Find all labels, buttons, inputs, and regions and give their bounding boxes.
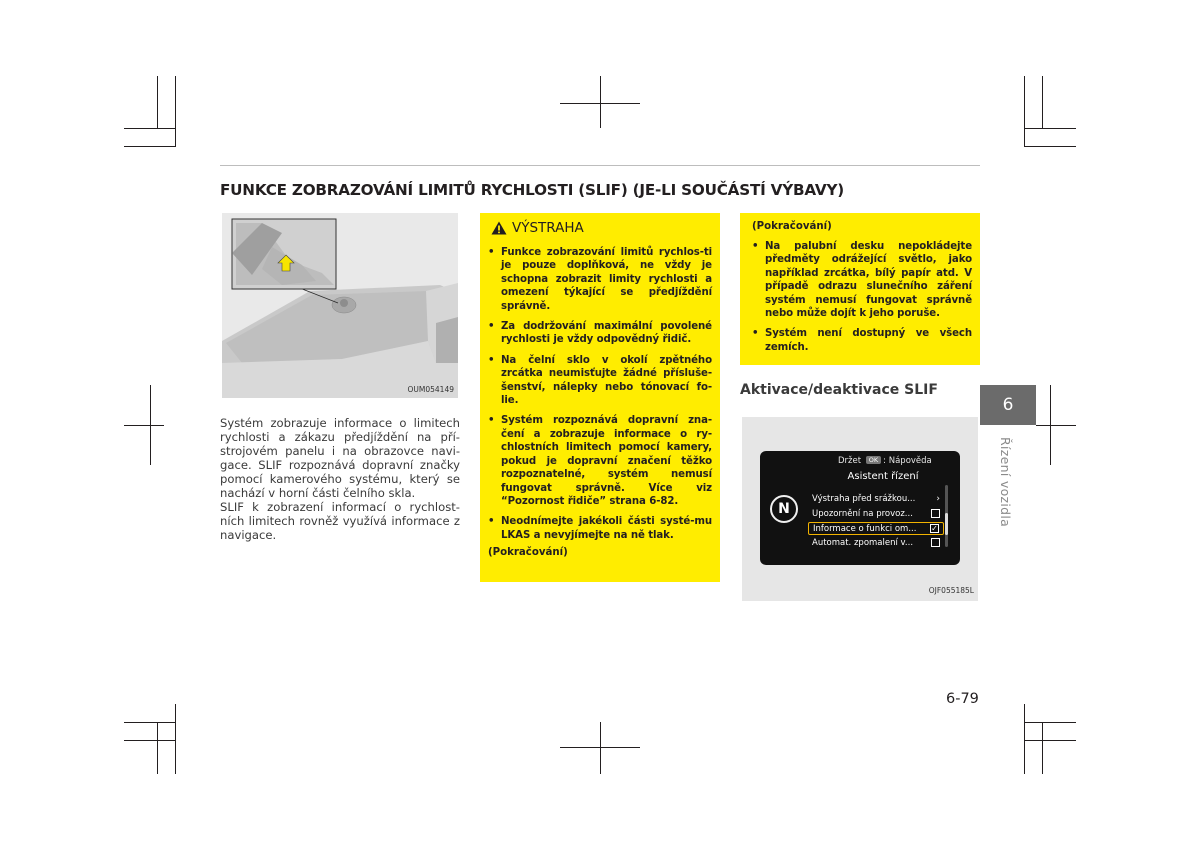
hold-label: Držet (838, 456, 862, 466)
warning-box (480, 213, 720, 582)
chapter-tab: 6 (980, 385, 1036, 425)
crop-mark (1024, 128, 1076, 129)
screen-menu-row (808, 493, 944, 506)
list-item: • Systém rozpoznává dopravní zna-čení a zobrazuje informace o ry-chlostních limitech pomocí kamery, pokud je dopravní značení těžko rozpoznatelné, systém nemusí fungovat správně. Více viz “Pozornost řidiče” strana 6-82. (488, 414, 712, 508)
continuation-header: (Pokračování) (752, 221, 832, 232)
header-rule (220, 165, 980, 166)
crop-mark (1024, 740, 1076, 741)
warning-title: VÝSTRAHA (512, 220, 584, 236)
screen-menu-row (808, 537, 944, 550)
screen-scrollbar (945, 485, 948, 547)
intro-text (220, 416, 460, 542)
crop-mark (1050, 385, 1051, 465)
crop-mark (124, 128, 176, 129)
crop-mark (1024, 704, 1025, 774)
checkbox-icon (931, 509, 940, 518)
crop-mark (1024, 722, 1076, 723)
continued-label: (Pokračování) (488, 547, 568, 559)
menu-row-label: Automat. zpomalení v... (812, 538, 914, 548)
help-label: : Nápověda (883, 456, 932, 466)
crop-mark (175, 76, 176, 146)
list-item: • Systém není dostupný ve všech zemích. (752, 327, 972, 354)
section-subheading: Aktivace/deaktivace SLIF (740, 382, 938, 398)
windshield-camera-figure (222, 213, 458, 398)
figure-caption: OJF055185L (928, 586, 974, 595)
cluster-screen (760, 451, 960, 565)
crop-mark (150, 385, 151, 465)
list-item: • Za dodržování maximální povolené rychlosti je vždy odpovědný řidič. (488, 320, 712, 347)
crop-mark (157, 76, 158, 128)
neutral-gear-icon: N (770, 495, 798, 523)
crop-mark (124, 722, 176, 723)
crop-mark (124, 425, 164, 426)
crop-mark (1024, 76, 1025, 146)
ok-key-icon: OK (866, 456, 881, 464)
warning-header (491, 220, 712, 236)
list-item: • Na palubní desku nepokládejte předměty odrážející světlo, jako například zrcátka, bílý papír atd. V případě odrazu slunečního záření systém nemusí fungovat správně nebo může dojít k jeho poruše. (752, 240, 972, 320)
crop-mark (600, 76, 601, 128)
list-item: • Neodnímejte jakékoli části systé-mu LKAS a nevyjímejte na ně tlak. (488, 515, 712, 542)
crop-mark (124, 740, 176, 741)
menu-row-label: Informace o funkci om... (813, 524, 917, 534)
menu-row-label: Výstraha před srážkou... (812, 494, 916, 504)
screen-menu-row (808, 508, 944, 521)
screen-hint (838, 456, 932, 466)
continuation-list (752, 240, 972, 354)
crop-mark (600, 722, 601, 774)
warning-list (488, 246, 712, 542)
intro-paragraph: SLIF k zobrazení informací o rychlost-ních limitech rovněž využívá informace z navigace. (220, 500, 460, 542)
chevron-right-icon: › (936, 494, 940, 504)
crop-mark (1024, 146, 1076, 147)
chapter-label: Řízení vozidla (998, 437, 1013, 528)
page-number: 6-79 (946, 691, 979, 707)
list-item: • Na čelní sklo v okolí zpětného zrcátka neumisťujte žádné přísluše-šenství, nálepky nebo tónovací fo-lie. (488, 354, 712, 408)
crop-mark (1042, 722, 1043, 774)
crop-mark (1036, 425, 1076, 426)
crop-mark (124, 146, 176, 147)
screen-menu-title: Asistent řízení (847, 471, 919, 482)
warning-triangle-icon (491, 221, 507, 235)
crop-mark (1042, 76, 1043, 128)
page-title: FUNKCE ZOBRAZOVÁNÍ LIMITŮ RYCHLOSTI (SLIF) (JE-LI SOUČÁSTÍ VÝBAVY) (220, 181, 844, 199)
list-item: • Funkce zobrazování limitů rychlos-ti je pouze doplňková, ne vždy je schopna zobrazit limity rychlosti a omezení týkající se předjíždění správně. (488, 246, 712, 313)
screen-menu-row-selected (808, 522, 944, 535)
figure-caption: OUM054149 (407, 385, 454, 394)
intro-paragraph: Systém zobrazuje informace o limitech rychlosti a zákazu předjíždění na pří-strojovém panelu i na obrazovce navi-gace. SLIF rozpoznává dopravní značky pomocí kamerového systému, který se nachází v horní části čelního skla. (220, 416, 460, 500)
windshield-illustration (222, 213, 458, 398)
cluster-menu-figure (742, 417, 978, 601)
checkbox-checked-icon: ✓ (931, 524, 938, 533)
continuation-box (740, 213, 980, 365)
checkbox-icon (931, 538, 940, 547)
menu-row-label: Upozornění na provoz... (812, 509, 913, 519)
crop-mark (175, 704, 176, 774)
crop-mark (157, 722, 158, 774)
